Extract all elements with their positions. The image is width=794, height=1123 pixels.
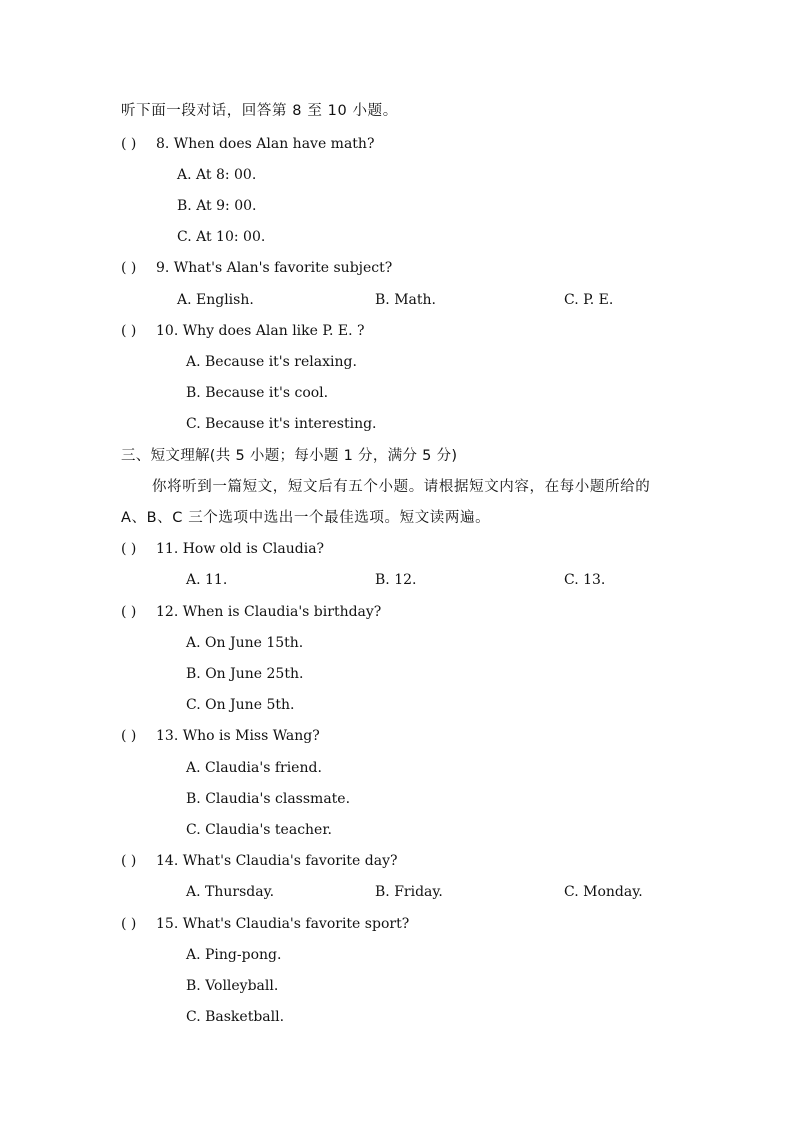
section3-instruction-line2: A、B、C 三个选项中选出一个最佳选项。短文读两遍。	[121, 510, 491, 526]
answer-blank[interactable]: ( )	[121, 916, 137, 932]
answer-blank[interactable]: ( )	[121, 728, 137, 744]
option-c: C. P. E.	[564, 292, 614, 308]
option-c: C. 13.	[564, 572, 606, 588]
option-a: A. Ping-pong.	[186, 947, 282, 963]
option-a: A. 11.	[186, 572, 228, 588]
answer-blank[interactable]: ( )	[121, 136, 137, 152]
question-text: 8. When does Alan have math?	[156, 136, 375, 152]
option-b: B. On June 25th.	[186, 666, 304, 682]
question-text: 11. How old is Claudia?	[156, 541, 325, 557]
question-text: 13. Who is Miss Wang?	[156, 728, 320, 744]
part2-instruction: 听下面一段对话，回答第 8 至 10 小题。	[121, 103, 398, 119]
answer-blank[interactable]: ( )	[121, 541, 137, 557]
option-a: A. On June 15th.	[186, 635, 304, 651]
option-c: C. Basketball.	[186, 1009, 285, 1025]
question-text: 12. When is Claudia's birthday?	[156, 604, 382, 620]
section3-title: 三、短文理解(共 5 小题；每小题 1 分，满分 5 分)	[121, 448, 458, 464]
option-b: B. Because it's cool.	[186, 385, 329, 401]
option-a: A. Because it's relaxing.	[186, 354, 357, 370]
option-c: C. Claudia's teacher.	[186, 822, 332, 838]
option-c: C. At 10: 00.	[177, 229, 266, 245]
question-text: 14. What's Claudia's favorite day?	[156, 853, 398, 869]
option-b: B. Friday.	[375, 884, 443, 900]
option-b: B. Math.	[375, 292, 436, 308]
option-a: A. Thursday.	[186, 884, 275, 900]
answer-blank[interactable]: ( )	[121, 853, 137, 869]
question-text: 10. Why does Alan like P. E. ?	[156, 323, 365, 339]
option-a: A. English.	[177, 292, 254, 308]
section3-instruction-line1: 你将听到一篇短文，短文后有五个小题。请根据短文内容，在每小题所给的	[152, 479, 651, 495]
question-text: 15. What's Claudia's favorite sport?	[156, 916, 410, 932]
option-a: A. Claudia's friend.	[186, 760, 322, 776]
option-b: B. Claudia's classmate.	[186, 791, 351, 807]
option-b: B. At 9: 00.	[177, 198, 257, 214]
option-b: B. Volleyball.	[186, 978, 279, 994]
question-text: 9. What's Alan's favorite subject?	[156, 260, 393, 276]
option-a: A. At 8: 00.	[177, 167, 257, 183]
answer-blank[interactable]: ( )	[121, 260, 137, 276]
answer-blank[interactable]: ( )	[121, 323, 137, 339]
option-c: C. Monday.	[564, 884, 643, 900]
answer-blank[interactable]: ( )	[121, 604, 137, 620]
option-c: C. On June 5th.	[186, 697, 295, 713]
option-c: C. Because it's interesting.	[186, 416, 377, 432]
option-b: B. 12.	[375, 572, 417, 588]
